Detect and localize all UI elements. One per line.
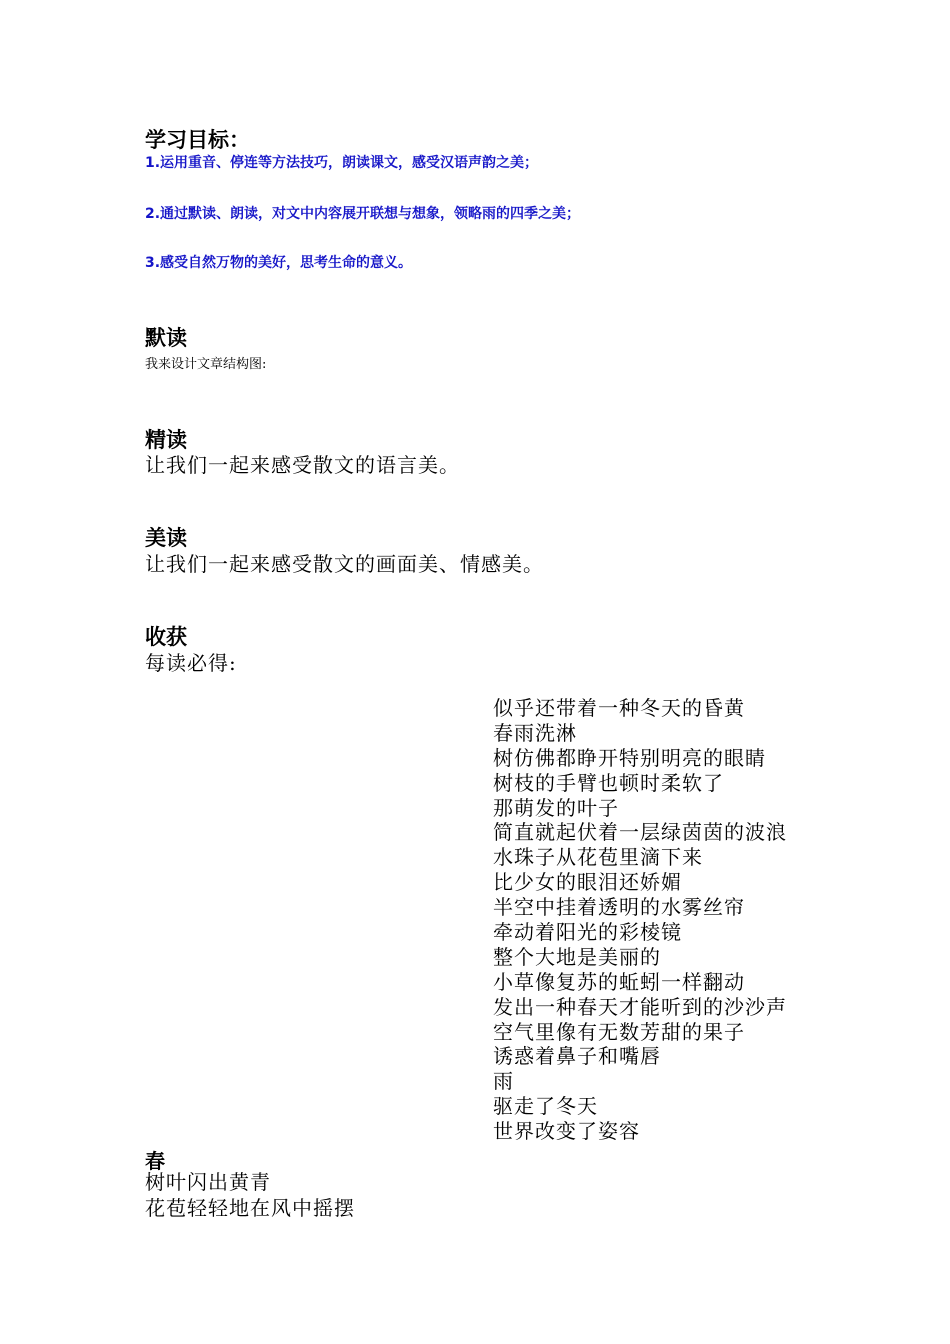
poem-block: [493, 696, 787, 1144]
poem-line: 牵动着阳光的彩棱镜: [493, 920, 682, 945]
poem-line: 整个大地是美丽的: [493, 944, 661, 969]
poem-line: 似乎还带着一种冬天的昏黄: [493, 696, 745, 720]
poem-line: 水珠子从花苞里滴下来: [493, 845, 703, 870]
poem-line: 驱走了冬天: [493, 1094, 598, 1119]
harvest-text: 每读必得:: [145, 651, 237, 675]
poem-line: 春雨洗淋: [493, 720, 577, 745]
poem-line: 小草像复苏的蚯蚓一样翻动: [493, 969, 745, 994]
poem-line: 树枝的手臂也顿时柔软了: [493, 770, 724, 795]
silent-reading-text: 我来设计文章结构图:: [145, 357, 267, 372]
goal-item-1: 1.运用重音、停连等方法技巧，朗读课文，感受汉语声韵之美；: [145, 155, 539, 171]
spring-heading: 春: [145, 1149, 165, 1173]
harvest-heading: 收获: [145, 625, 187, 649]
spring-lines: [145, 1169, 355, 1221]
goal-item-3: 3.感受自然万物的美好，思考生命的意义。: [145, 255, 413, 271]
poem-line: 树仿佛都睁开特别明亮的眼睛: [493, 745, 766, 770]
poem-line: 那萌发的叶子: [493, 795, 619, 820]
poem-line: 诱惑着鼻子和嘴唇: [493, 1044, 661, 1069]
goal-item-2: 2.通过默读、朗读，对文中内容展开联想与想象，领略雨的四季之美；: [145, 206, 581, 222]
poem-line: 空气里像有无数芳甜的果子: [493, 1019, 745, 1044]
poem-line: 半空中挂着透明的水雾丝帘: [493, 895, 745, 920]
poem-line: 雨: [493, 1069, 514, 1094]
close-reading-text: 让我们一起来感受散文的语言美。: [145, 453, 460, 477]
spring-line: 树叶闪出黄青: [145, 1170, 271, 1194]
poem-line: 比少女的眼泪还娇媚: [493, 870, 682, 895]
silent-reading-heading: 默读: [145, 326, 187, 350]
close-reading-heading: 精读: [145, 428, 187, 452]
poem-line: 简直就起伏着一层绿茵茵的波浪: [493, 820, 787, 845]
poem-line: 发出一种春天才能听到的沙沙声: [493, 994, 787, 1019]
learning-goals-heading: 学习目标：: [145, 128, 250, 152]
spring-line: 花苞轻轻地在风中摇摆: [145, 1196, 355, 1220]
beauty-reading-heading: 美读: [145, 526, 187, 550]
poem-line: 世界改变了姿容: [493, 1119, 640, 1144]
beauty-reading-text: 让我们一起来感受散文的画面美、情感美。: [145, 552, 544, 576]
